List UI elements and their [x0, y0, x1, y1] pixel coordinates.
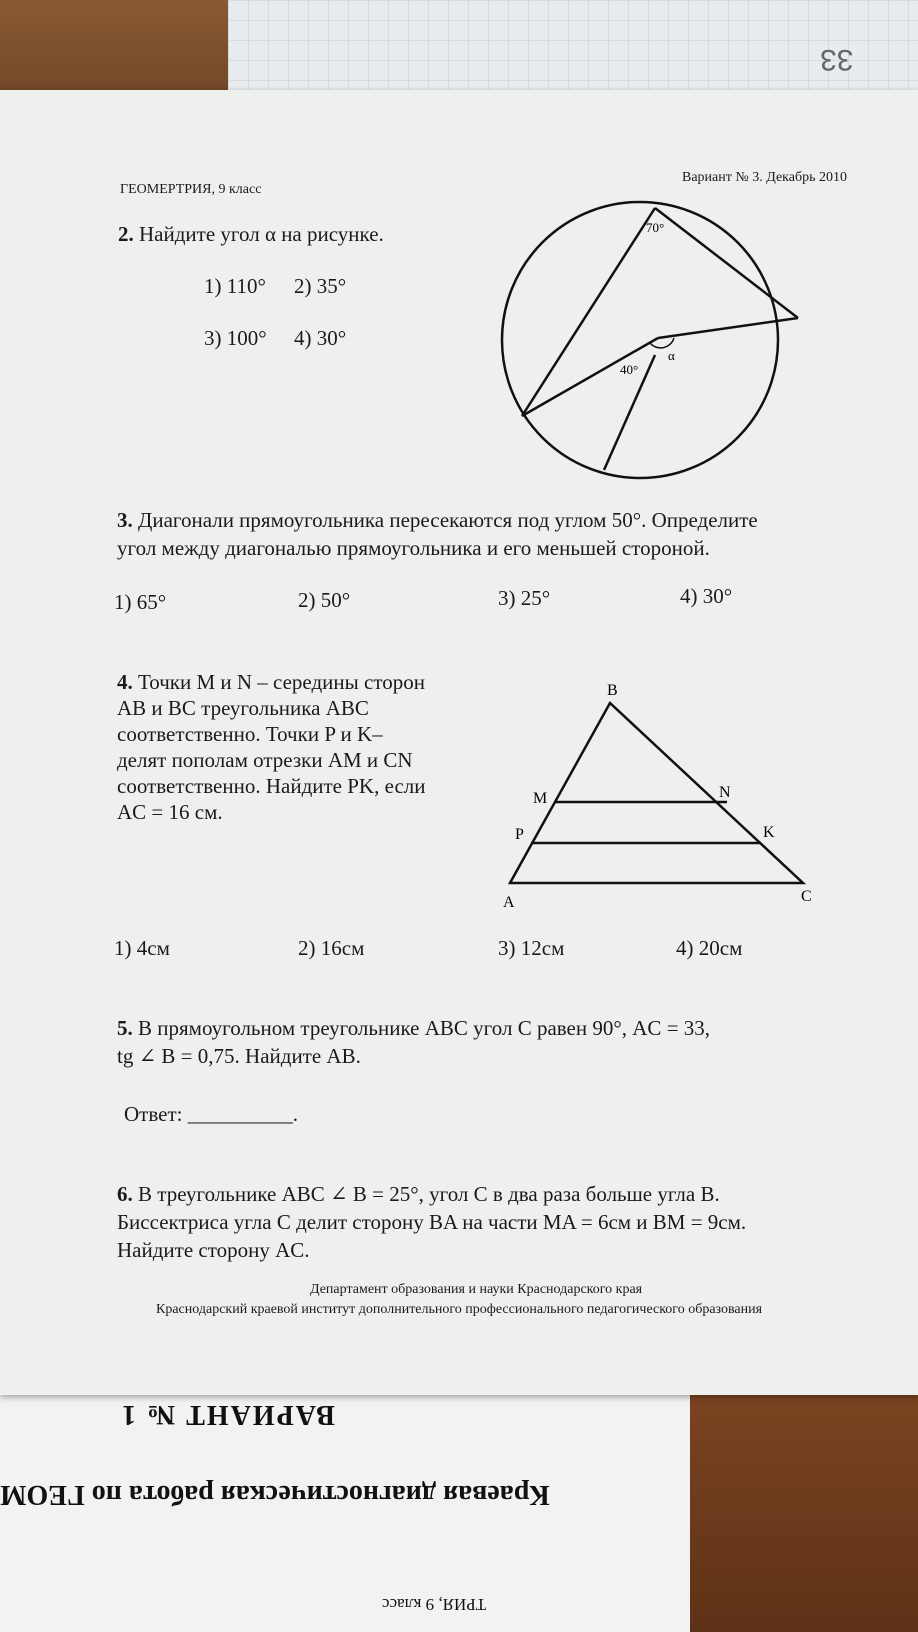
- q4-answer-4: 4) 20см: [676, 936, 743, 960]
- q6-text-line1: В треугольнике ABC ∠ B = 25°, угол C в два раза больше угла B.: [138, 1182, 720, 1206]
- q2-question: Найдите угол α на рисунке.: [139, 222, 384, 246]
- q2-text: [118, 222, 384, 247]
- label-n: N: [719, 784, 731, 801]
- q5-line2: tg ∠ B = 0,75. Найдите AB.: [117, 1044, 361, 1068]
- label-m: M: [533, 790, 548, 807]
- q4-line1: [117, 670, 425, 695]
- q5-line1: [117, 1016, 710, 1041]
- angle-label-40: 40°: [620, 362, 639, 377]
- q6-line3: Найдите сторону AC.: [117, 1238, 310, 1262]
- q5-text-line1: В прямоугольном треугольнике ABC угол C равен 90°, AC = 33,: [138, 1016, 711, 1040]
- label-c: C: [801, 888, 812, 905]
- q4-answer-2: 2) 16см: [298, 936, 365, 960]
- q4-line4: делят пополам отрезки AM и CN: [117, 748, 413, 772]
- q6-line1: [117, 1182, 720, 1207]
- q2-answer-4: 4) 30°: [294, 326, 347, 350]
- triangle-abc: [510, 703, 803, 883]
- q4-line3: соответственно. Точки P и K–: [117, 722, 383, 746]
- label-b: B: [607, 682, 618, 699]
- angle-label-alpha: α: [668, 348, 675, 363]
- grid-paper-sheet: [228, 0, 918, 100]
- subject-header: ГЕОМЕРТРИЯ, 9 класс: [120, 182, 262, 197]
- q3-line1: [117, 508, 758, 533]
- q5-number: 5.: [117, 1016, 133, 1040]
- q2-answer-3: 3) 100°: [204, 326, 267, 350]
- q4-line6: AC = 16 см.: [117, 800, 223, 824]
- q4-line2: AB и ВС треугольника ABC: [117, 696, 369, 720]
- q2-answer-2: 2) 35°: [294, 274, 347, 298]
- angle-label-70: 70°: [646, 220, 665, 235]
- underlying-sheet: [0, 1392, 695, 1632]
- chord-left: [522, 208, 655, 416]
- q3-line2: угол между диагональю прямоугольника и его меньшей стороной.: [117, 536, 710, 560]
- footer-department: Департамент образования и науки Краснодарского края: [310, 1282, 643, 1297]
- footer-institute: Краснодарский краевой институт дополнительного профессионального педагогического образования: [156, 1302, 763, 1317]
- q5-answer-line: Ответ: __________.: [124, 1102, 298, 1126]
- label-k: K: [763, 824, 775, 841]
- q3-text-line1: Диагонали прямоугольника пересекаются под углом 50°. Определите: [138, 508, 758, 532]
- radius-left: [522, 338, 658, 416]
- q3-answer-2: 2) 50°: [298, 588, 351, 612]
- exam-sheet: [0, 90, 918, 1395]
- circle-outline: [502, 202, 778, 478]
- q3-answer-1: 1) 65°: [114, 590, 167, 614]
- underlying-variant-title: ВАРИАНТ № 1: [120, 1399, 335, 1430]
- q4-line5: соответственно. Найдите PK, если: [117, 774, 426, 798]
- q3-answer-3: 3) 25°: [498, 586, 551, 610]
- q4-answer-1: 1) 4см: [114, 936, 170, 960]
- q6-number: 6.: [117, 1182, 133, 1206]
- q4-number: 4.: [117, 670, 133, 694]
- q3-number: 3.: [117, 508, 133, 532]
- underlying-subheading: ТРИЯ, 9 класс: [382, 1595, 487, 1614]
- q4-answer-3: 3) 12см: [498, 936, 565, 960]
- label-p: P: [515, 826, 524, 843]
- q6-line2: Биссектриса угла C делит сторону BA на части MA = 6см и BM = 9см.: [117, 1210, 747, 1234]
- label-a: A: [503, 894, 515, 911]
- underlying-heading: Краевая диагностическая работа по ГЕОМ: [0, 1479, 550, 1510]
- desk-background-bottom: [690, 1390, 918, 1632]
- q2-number: 2.: [118, 222, 134, 246]
- q2-answer-1: 1) 110°: [204, 274, 266, 298]
- q2-circle-figure: [500, 200, 820, 490]
- q4-triangle-figure: [495, 675, 815, 945]
- variant-header: Вариант № 3. Декабрь 2010: [682, 170, 847, 185]
- chord-right: [655, 208, 798, 318]
- q3-answer-4: 4) 30°: [680, 584, 733, 608]
- q4-text-line1: Точки M и N – середины сторон: [138, 670, 425, 694]
- handwritten-page-number: 33: [820, 43, 854, 76]
